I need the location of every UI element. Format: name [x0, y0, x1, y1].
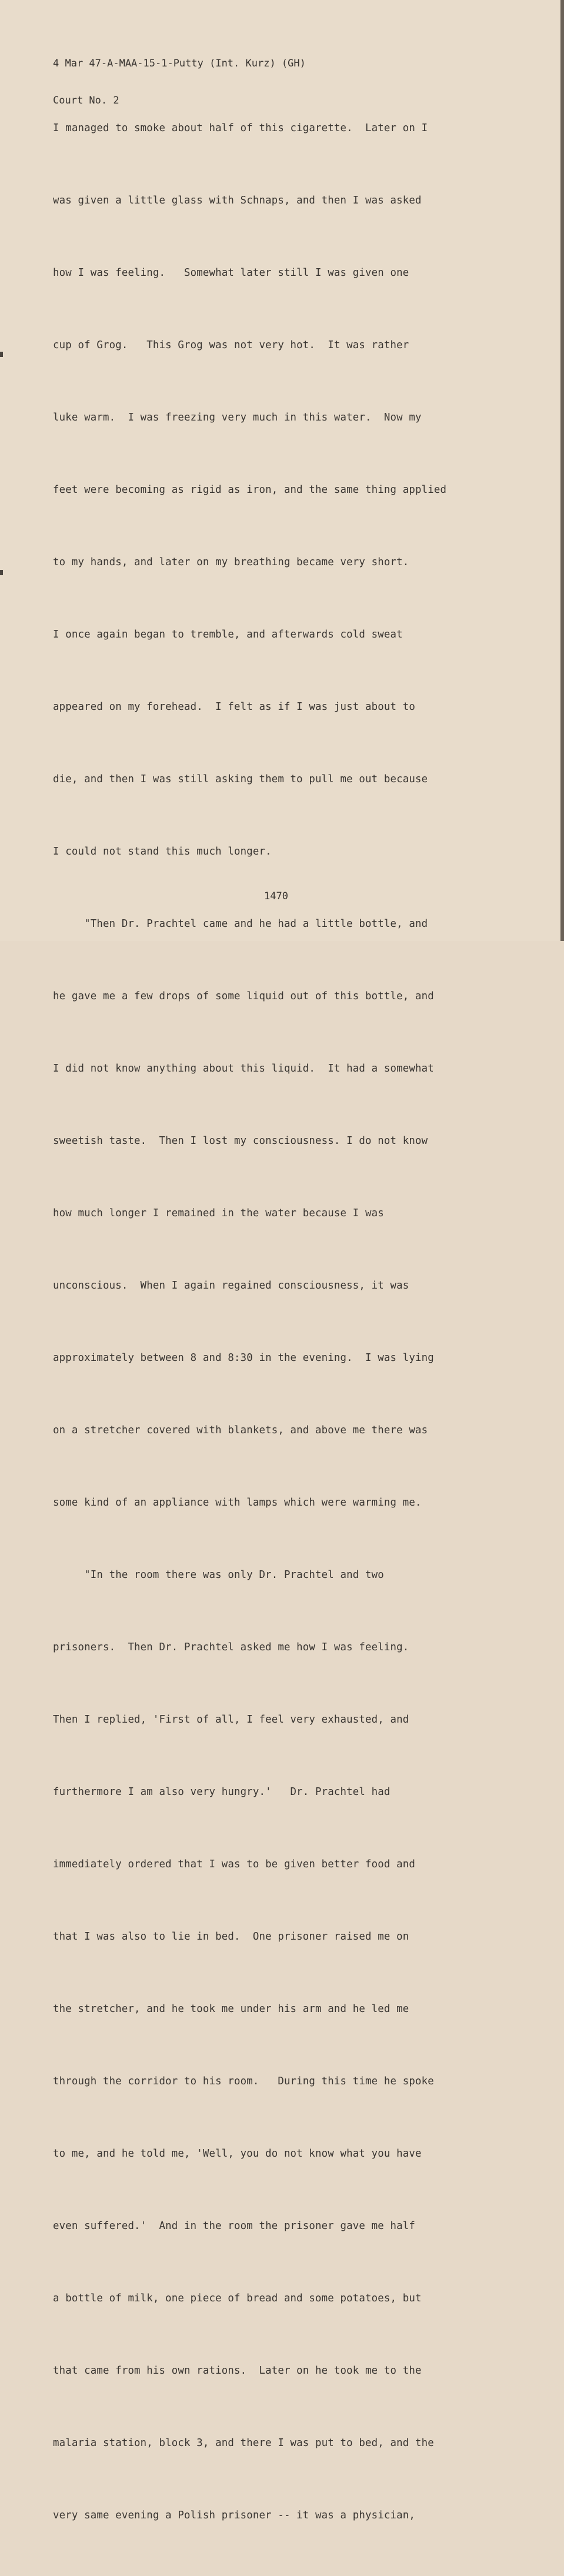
text-line: how I was feeling. Somewhat later still I was given one [53, 267, 409, 279]
transcript-body [53, 68, 541, 2576]
text-line: some kind of an appliance with lamps which were warming me. [53, 1497, 422, 1509]
text-line: to my hands, and later on my breathing became very short. [53, 556, 409, 568]
text-line: immediately ordered that I was to be given better food and [53, 1858, 415, 1870]
page-number: 1470 [264, 890, 288, 902]
text-line: prisoners. Then Dr. Prachtel asked me how I was feeling. [53, 1641, 409, 1653]
text-line: I once again began to tremble, and afterwards cold sweat [53, 629, 403, 640]
text-line: to me, and he told me, 'Well, you do not know what you have [53, 2148, 422, 2160]
text-line: unconscious. When I again regained consciousness, it was [53, 1280, 409, 1292]
text-line: I did not know anything about this liquid. It had a somewhat [53, 1063, 434, 1075]
header-reference: 4 Mar 47-A-MAA-15-1-Putty (Int. Kurz) (GH) [53, 58, 306, 69]
text-line: on a stretcher covered with blankets, and above me there was [53, 1424, 428, 1436]
text-line: through the corridor to his room. During this time he spoke [53, 2076, 434, 2087]
text-line: how much longer I remained in the water because I was [53, 1207, 384, 1219]
text-line: luke warm. I was freezing very much in this water. Now my [53, 412, 422, 423]
text-line: Then I replied, 'First of all, I feel very exhausted, and [53, 1714, 409, 1726]
text-line: a bottle of milk, one piece of bread and some potatoes, but [53, 2293, 422, 2304]
margin-mark [0, 570, 3, 575]
text-line: die, and then I was still asking them to pull me out because [53, 773, 428, 785]
text-line: the stretcher, and he took me under his arm and he led me [53, 2003, 409, 2015]
text-line: was given a little glass with Schnaps, and then I was asked [53, 195, 422, 206]
text-line: sweetish taste. Then I lost my consciousness. I do not know [53, 1135, 428, 1147]
text-line: appeared on my forehead. I felt as if I was just about to [53, 701, 415, 713]
text-line: "Then Dr. Prachtel came and he had a little bottle, and [53, 918, 428, 930]
header-court: Court No. 2 [53, 95, 119, 106]
text-line: furthermore I am also very hungry.' Dr. Prachtel had [53, 1786, 391, 1798]
text-line: that I was also to lie in bed. One prisoner raised me on [53, 1931, 409, 1943]
text-line: cup of Grog. This Grog was not very hot. It was rather [53, 339, 409, 351]
text-line: he gave me a few drops of some liquid out of this bottle, and [53, 990, 434, 1002]
text-line: even suffered.' And in the room the prisoner gave me half [53, 2220, 415, 2232]
text-line: that came from his own rations. Later on he took me to the [53, 2365, 422, 2377]
margin-mark [0, 352, 3, 357]
text-line: feet were becoming as rigid as iron, and the same thing applied [53, 484, 447, 496]
text-line: approximately between 8 and 8:30 in the evening. I was lying [53, 1352, 434, 1364]
text-line: I managed to smoke about half of this cigarette. Later on I [53, 122, 428, 134]
text-line: very same evening a Polish prisoner -- it was a physician, [53, 2510, 415, 2521]
text-line: I could not stand this much longer. [53, 846, 272, 857]
text-line: malaria station, block 3, and there I was put to bed, and the [53, 2437, 434, 2449]
text-line: "In the room there was only Dr. Prachtel and two [53, 1569, 384, 1581]
